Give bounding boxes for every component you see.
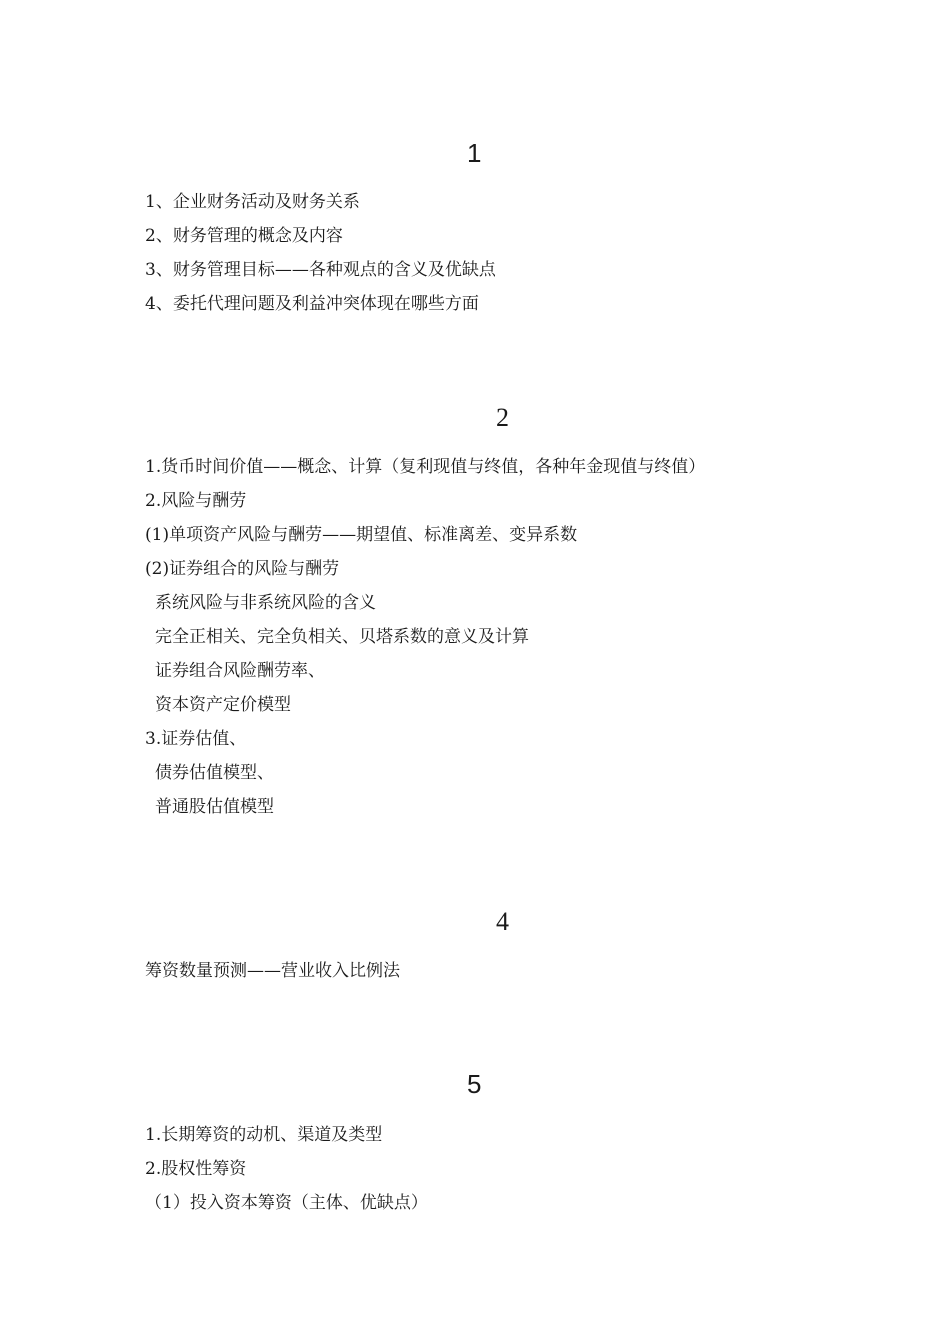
list-item: 4、委托代理问题及利益冲突体现在哪些方面 [145, 294, 479, 314]
list-item: 1、企业财务活动及财务关系 [145, 192, 360, 212]
list-item: 普通股估值模型 [155, 797, 274, 817]
list-item: 筹资数量预测——营业收入比例法 [145, 961, 400, 981]
list-item: (1)单项资产风险与酬劳——期望值、标准离差、变异系数 [145, 525, 578, 545]
list-item: 2.股权性筹资 [145, 1159, 247, 1179]
list-item: 3、财务管理目标——各种观点的含义及优缺点 [145, 260, 496, 280]
section-1-list [145, 185, 496, 321]
list-item: 债券估值模型、 [155, 763, 274, 783]
list-item: 系统风险与非系统风险的含义 [155, 593, 376, 613]
list-item: 证券组合风险酬劳率、 [155, 661, 325, 681]
list-item: 1.货币时间价值——概念、计算（复利现值与终值，各种年金现值与终值） [145, 457, 706, 477]
list-item: 完全正相关、完全负相关、贝塔系数的意义及计算 [155, 627, 529, 647]
section-4-heading: 4 [496, 907, 509, 936]
list-item: （1）投入资本筹资（主体、优缺点） [145, 1193, 428, 1213]
section-2-list [145, 450, 705, 824]
section-4-list [145, 954, 400, 988]
section-2-heading: 2 [496, 403, 509, 432]
list-item: (2)证券组合的风险与酬劳 [145, 559, 340, 579]
section-5-list [145, 1118, 428, 1220]
section-1-heading: 1 [467, 138, 482, 168]
list-item: 2.风险与酬劳 [145, 491, 247, 511]
list-item: 资本资产定价模型 [155, 695, 291, 715]
list-item: 1.长期筹资的动机、渠道及类型 [145, 1125, 383, 1145]
list-item: 2、财务管理的概念及内容 [145, 226, 343, 246]
list-item: 3.证券估值、 [145, 729, 247, 749]
section-5-heading: 5 [467, 1069, 482, 1099]
